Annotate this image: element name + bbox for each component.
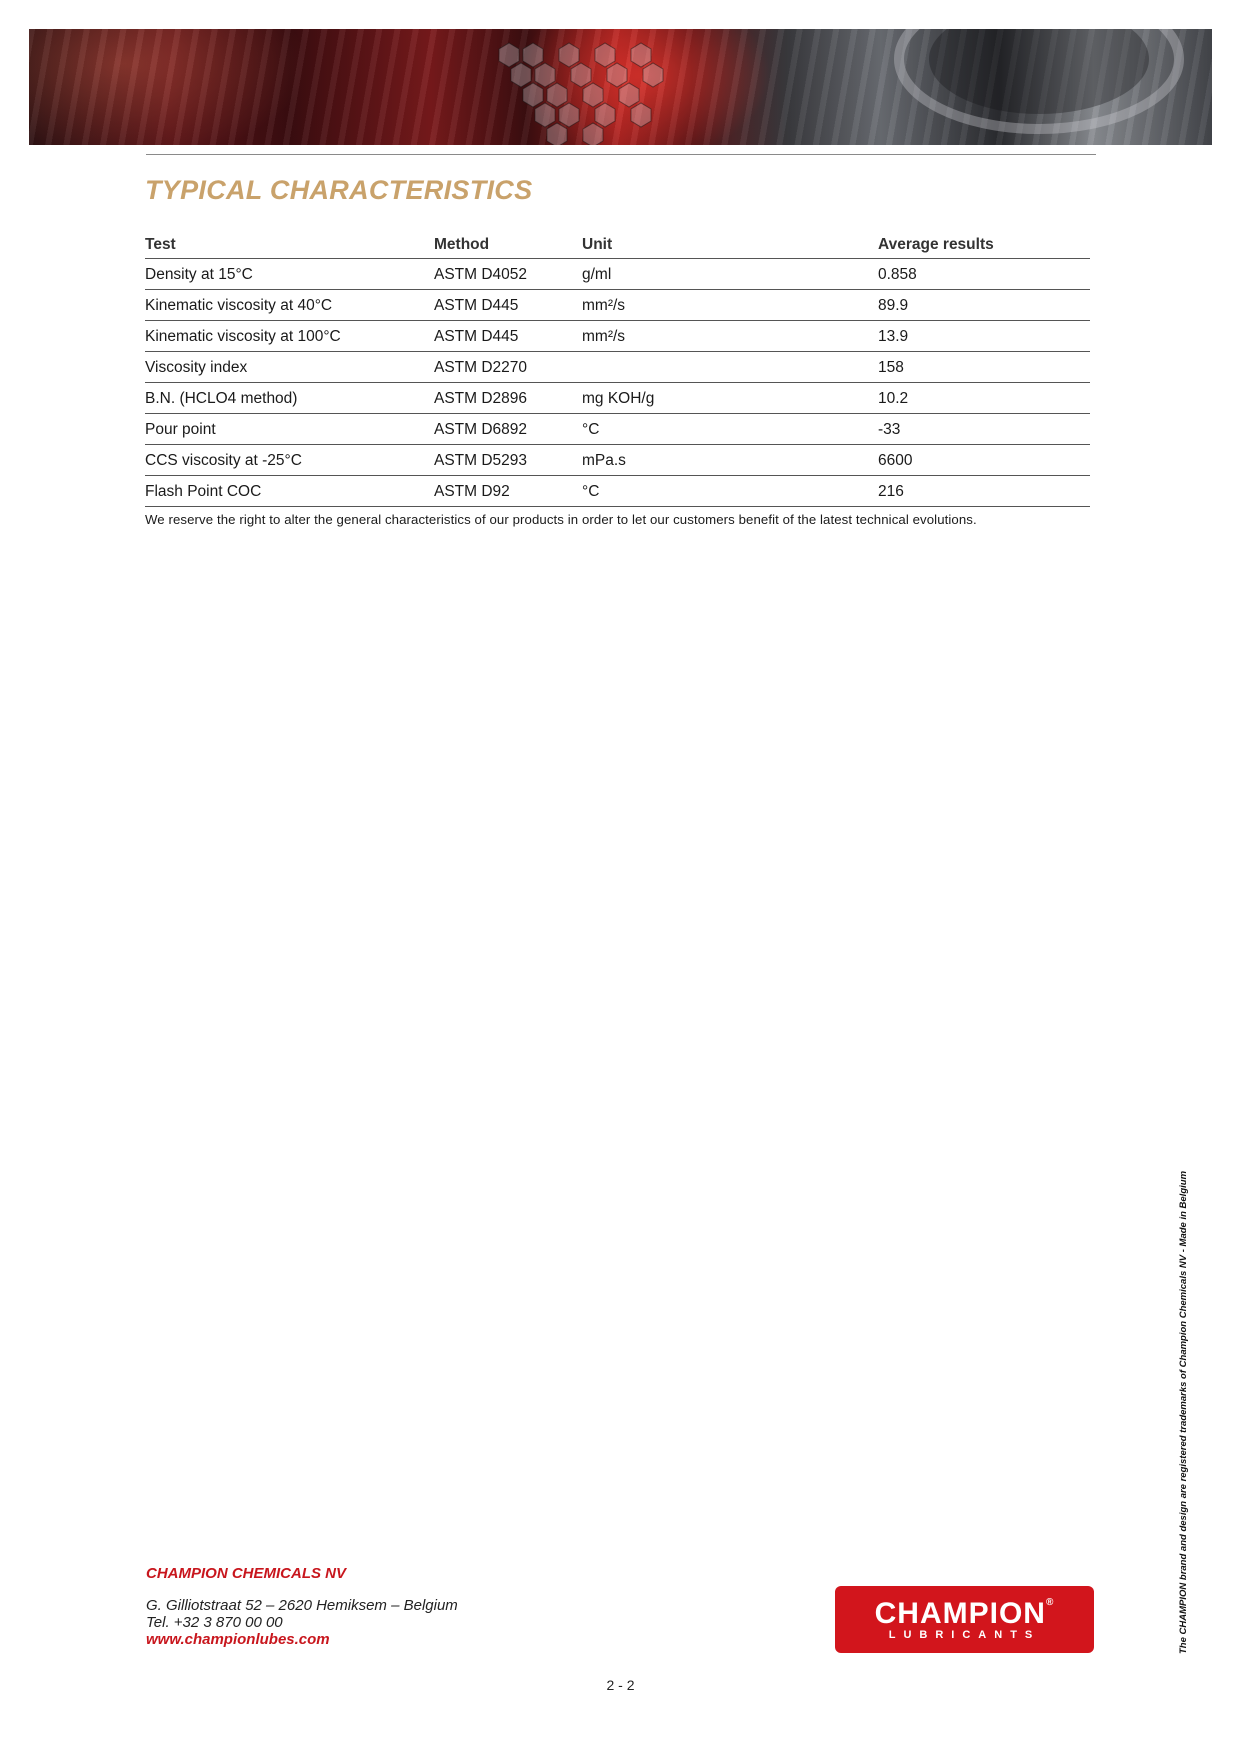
cell-method: ASTM D445 (434, 321, 582, 352)
table-row (145, 383, 1090, 414)
cell-unit (582, 352, 878, 383)
cell-test: Kinematic viscosity at 100°C (145, 321, 434, 352)
logo-brand (835, 1597, 1094, 1631)
table-row (145, 414, 1090, 445)
cell-unit: °C (582, 414, 878, 445)
cell-test: Flash Point COC (145, 476, 434, 507)
section-title: TYPICAL CHARACTERISTICS (145, 175, 533, 205)
cell-unit: mm²/s (582, 321, 878, 352)
column-header-method: Method (434, 226, 582, 259)
disclaimer-text: We reserve the right to alter the general characteristics of our products in order to let our customers benefit of the latest technical evolutions. (145, 512, 977, 527)
cell-method: ASTM D5293 (434, 445, 582, 476)
logo-brand-text: CHAMPION (874, 1597, 1046, 1630)
cell-method: ASTM D92 (434, 476, 582, 507)
logo-registered-mark: ® (1045, 1597, 1055, 1608)
cell-method: ASTM D2896 (434, 383, 582, 414)
company-address: G. Gilliotstraat 52 – 2620 Hemiksem – Belgium (146, 1597, 458, 1614)
column-header-test: Test (145, 226, 434, 259)
hexagon-pattern (29, 29, 1212, 145)
table-row (145, 476, 1090, 507)
table-row (145, 321, 1090, 352)
cell-test: B.N. (HCLO4 method) (145, 383, 434, 414)
cell-unit: mg KOH/g (582, 383, 878, 414)
cell-result: 0.858 (878, 259, 1090, 290)
cell-result: 158 (878, 352, 1090, 383)
top-divider (146, 154, 1096, 155)
cell-method: ASTM D445 (434, 290, 582, 321)
cell-test: Pour point (145, 414, 434, 445)
cell-result: 10.2 (878, 383, 1090, 414)
characteristics-table (145, 226, 1090, 507)
header-banner-image (29, 29, 1212, 145)
cell-method: ASTM D2270 (434, 352, 582, 383)
cell-unit: mm²/s (582, 290, 878, 321)
table-row (145, 259, 1090, 290)
trademark-note: The CHAMPION brand and design are registered trademarks of Champion Chemicals NV - Made in Belgium (1178, 1170, 1189, 1654)
cell-method: ASTM D6892 (434, 414, 582, 445)
cell-test: Kinematic viscosity at 40°C (145, 290, 434, 321)
cell-result: -33 (878, 414, 1090, 445)
cell-unit: °C (582, 476, 878, 507)
company-name: CHAMPION CHEMICALS NV (146, 1565, 347, 1582)
table-header-row (145, 226, 1090, 259)
cell-result: 89.9 (878, 290, 1090, 321)
company-phone: Tel. +32 3 870 00 00 (146, 1614, 283, 1631)
cell-result: 13.9 (878, 321, 1090, 352)
cell-unit: g/ml (582, 259, 878, 290)
cell-test: Viscosity index (145, 352, 434, 383)
cell-test: CCS viscosity at -25°C (145, 445, 434, 476)
column-header-average-results: Average results (878, 226, 1090, 259)
champion-lubricants-logo (835, 1586, 1094, 1653)
cell-result: 6600 (878, 445, 1090, 476)
cell-result: 216 (878, 476, 1090, 507)
cell-test: Density at 15°C (145, 259, 434, 290)
table-row (145, 445, 1090, 476)
column-header-unit: Unit (582, 226, 878, 259)
company-website-link[interactable]: www.championlubes.com (146, 1631, 330, 1648)
table-row (145, 352, 1090, 383)
page-number: 2 - 2 (606, 1677, 635, 1693)
logo-subtitle: LUBRICANTS (888, 1629, 1041, 1641)
cell-unit: mPa.s (582, 445, 878, 476)
table-row (145, 290, 1090, 321)
cell-method: ASTM D4052 (434, 259, 582, 290)
